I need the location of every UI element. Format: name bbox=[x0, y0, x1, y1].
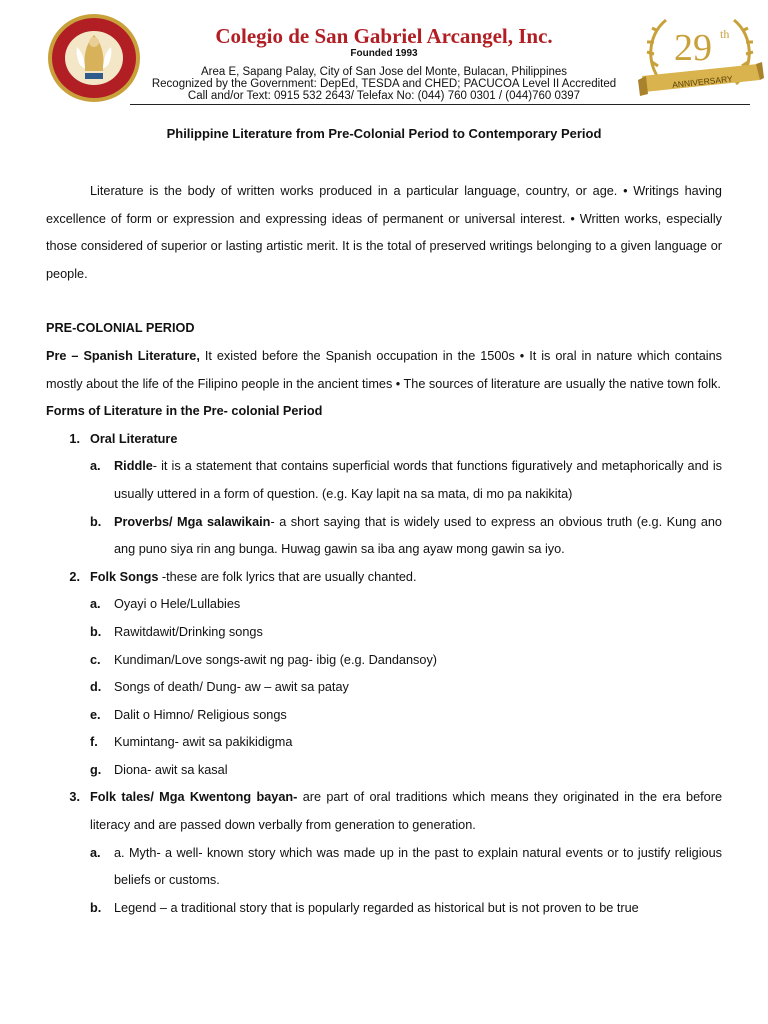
sub-list-item-text bbox=[114, 674, 722, 702]
sub-list-item-body: Songs of death/ Dung- aw – awit sa patay bbox=[114, 680, 349, 695]
sub-list-item bbox=[90, 757, 722, 785]
sub-list-marker: b. bbox=[90, 900, 102, 915]
school-name: Colegio de San Gabriel Arcangel, Inc. bbox=[215, 24, 553, 48]
sub-list-item-body: - it is a statement that contains superficial words that functions figuratively and metaphorically and is usually uttered in a form of question. (e.g. Kay lapit na sa mata, di mo pa nakikita) bbox=[114, 459, 722, 501]
sub-list-item-body: Rawitdawit/Drinking songs bbox=[114, 624, 263, 639]
svg-text:th: th bbox=[720, 27, 730, 41]
sub-list-item-body: - a short saying that is widely used to express an obvious truth (e.g. Kung ano ang puno siya rin ang bunga. Huwag gawin sa iba ang ayaw mong gawin sa iyo. bbox=[114, 514, 722, 557]
list-marker: 1. bbox=[69, 431, 80, 446]
list-marker: 2. bbox=[69, 569, 80, 584]
list-item bbox=[46, 784, 722, 839]
accreditation-line: Recognized by the Government: DepEd, TESDA and CHED; PACUCOA Level II Accredited bbox=[151, 78, 617, 90]
sub-list-item-text bbox=[114, 453, 722, 508]
sub-list-item bbox=[90, 453, 722, 508]
sub-list-item-text bbox=[114, 840, 722, 895]
list-item-text bbox=[90, 564, 722, 592]
sub-list-marker: a. bbox=[90, 597, 101, 612]
sub-list-item-body: Diona- awit sa kasal bbox=[114, 762, 228, 777]
sub-list-item-body: Kundiman/Love songs-awit ng pag- ibig (e.g. Dandansoy) bbox=[114, 652, 438, 667]
pre-spanish-text: It existed before the Spanish occupation in the 1500s • It is oral in nature which contains mostly about the life of the Filipino people in the ancient times • The sources of literature are usually the native town folk. bbox=[46, 348, 722, 391]
list-item bbox=[46, 426, 722, 454]
svg-text:ANNIVERSARY: ANNIVERSARY bbox=[671, 73, 734, 90]
sub-list-item bbox=[90, 509, 722, 564]
sub-list-item-label: Riddle bbox=[114, 459, 153, 474]
sub-list-marker: d. bbox=[90, 680, 102, 695]
letterhead bbox=[0, 0, 768, 108]
sub-list-marker: a. bbox=[90, 845, 101, 860]
sub-list-item-text bbox=[114, 591, 722, 619]
sub-list-item-text bbox=[114, 619, 722, 647]
sub-list-item-text bbox=[114, 729, 722, 757]
sub-list-item-label: Proverbs/ Mga salawikain bbox=[114, 514, 271, 529]
sub-list-item-body: Dalit o Himno/ Religious songs bbox=[114, 707, 287, 722]
document-body bbox=[46, 178, 722, 922]
sub-list-marker: g. bbox=[90, 762, 102, 777]
founded-year: Founded 1993 bbox=[350, 48, 418, 59]
school-address: Area E, Sapang Palay, City of San Jose del Monte, Bulacan, Philippines bbox=[200, 66, 568, 78]
sub-list-marker: b. bbox=[90, 514, 102, 529]
forms-heading: Forms of Literature in the Pre- colonial Period bbox=[46, 404, 323, 419]
pre-spanish-paragraph bbox=[46, 343, 722, 398]
contact-line: Call and/or Text: 0915 532 2643/ Telefax No: (044) 760 0301 / (044)760 0397 bbox=[187, 90, 581, 102]
sub-list-item-text bbox=[114, 647, 722, 675]
sub-list-item-body: Oyayi o Hele/Lullabies bbox=[114, 597, 241, 612]
list-item-label: Folk Songs bbox=[90, 569, 159, 584]
sub-list-item bbox=[90, 647, 722, 675]
document-title: Philippine Literature from Pre-Colonial Period to Contemporary Period bbox=[166, 126, 602, 141]
sub-list-item-text bbox=[114, 757, 722, 785]
list-item bbox=[46, 564, 722, 592]
sub-list-marker: a. bbox=[90, 459, 101, 474]
sub-list-item-body: Legend – a traditional story that is popularly regarded as historical but is not proven to be true bbox=[114, 900, 639, 915]
list-item-label: Folk tales/ Mga Kwentong bayan- bbox=[90, 790, 298, 805]
list-item-body: are part of oral traditions which means they originated in the era before literacy and are passed down verbally from generation to generation. bbox=[90, 790, 722, 833]
sub-list-item bbox=[90, 702, 722, 730]
section-heading: PRE-COLONIAL PERIOD bbox=[46, 321, 195, 336]
sub-list-item bbox=[90, 591, 722, 619]
sub-list-item bbox=[90, 729, 722, 757]
sub-list-item-body: a. Myth- a well- known story which was made up in the past to explain natural events or to justify religious beliefs or customs. bbox=[114, 845, 722, 888]
list-marker: 3. bbox=[69, 790, 80, 805]
sub-list-item-text bbox=[114, 702, 722, 730]
sub-list-item-text bbox=[114, 895, 722, 923]
svg-text:29: 29 bbox=[674, 27, 712, 69]
sub-list-marker: c. bbox=[90, 652, 101, 667]
forms-list bbox=[46, 426, 722, 923]
intro-paragraph: Literature is the body of written works produced in a particular language, country, or age. • Writings having excellence of form or expression and expressing ideas of permanent or universal interest. • Written works, especially those considered of superior or lasting artistic merit. It is the total of preserved writings belonging to a given language or people. bbox=[46, 184, 722, 281]
header-divider bbox=[130, 104, 750, 105]
list-item-label: Oral Literature bbox=[90, 431, 178, 446]
sub-list-item bbox=[90, 619, 722, 647]
list-item-text bbox=[90, 426, 722, 454]
sub-list-item bbox=[90, 674, 722, 702]
sub-list-item-text bbox=[114, 509, 722, 564]
sub-list-marker: f. bbox=[90, 735, 98, 750]
sub-list-marker: e. bbox=[90, 707, 101, 722]
list-item-text bbox=[90, 784, 722, 839]
sub-list-marker: b. bbox=[90, 624, 102, 639]
sub-list-item bbox=[90, 840, 722, 895]
list-item-body: -these are folk lyrics that are usually chanted. bbox=[158, 569, 417, 584]
sub-list-item bbox=[90, 895, 722, 923]
sub-list-item-body: Kumintang- awit sa pakikidigma bbox=[114, 735, 293, 750]
anniversary-badge-icon bbox=[636, 6, 764, 106]
pre-spanish-label: Pre – Spanish Literature, bbox=[46, 348, 200, 363]
